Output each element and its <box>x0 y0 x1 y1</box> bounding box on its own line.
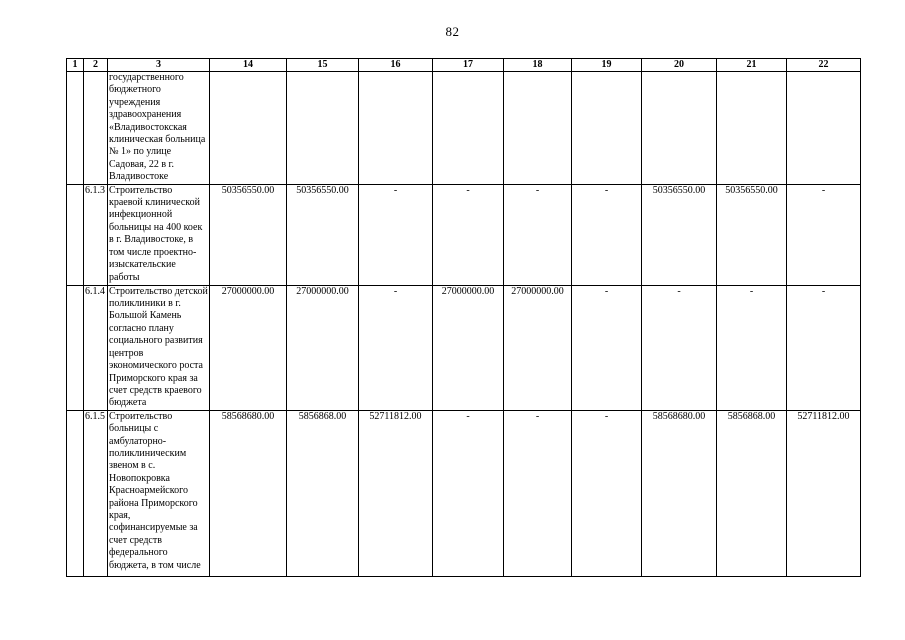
value-cell <box>433 72 504 185</box>
table-row <box>67 285 861 410</box>
row-description-cell: Строительство больницы с амбулаторно-поликлиническим звеном в с. Новопокровка Красноармейского района Приморского края, софинансируемые за счет средств федерального бюджета, в том числе <box>108 410 210 576</box>
value-cell: - <box>787 184 861 285</box>
row-code-cell <box>84 72 108 185</box>
value-cell: - <box>359 184 433 285</box>
value-cell: 27000000.00 <box>433 285 504 410</box>
column-header: 3 <box>108 59 210 72</box>
value-cell: 52711812.00 <box>787 410 861 576</box>
value-cell: - <box>572 285 642 410</box>
value-cell: - <box>572 410 642 576</box>
column-header: 19 <box>572 59 642 72</box>
value-cell <box>787 72 861 185</box>
column-header: 17 <box>433 59 504 72</box>
value-cell: 50356550.00 <box>210 184 287 285</box>
value-cell: - <box>717 285 787 410</box>
row-code-cell: 6.1.3 <box>84 184 108 285</box>
column-header: 15 <box>287 59 359 72</box>
value-cell <box>359 72 433 185</box>
row-number-cell <box>67 285 84 410</box>
value-cell: 27000000.00 <box>210 285 287 410</box>
value-cell: 50356550.00 <box>287 184 359 285</box>
value-cell: 58568680.00 <box>210 410 287 576</box>
column-header: 14 <box>210 59 287 72</box>
value-cell <box>287 72 359 185</box>
value-cell: 50356550.00 <box>642 184 717 285</box>
value-cell: 5856868.00 <box>287 410 359 576</box>
value-cell <box>642 72 717 185</box>
table-row <box>67 410 861 576</box>
table-row <box>67 72 861 185</box>
value-cell: - <box>359 285 433 410</box>
row-description-cell: Строительство детской поликлиники в г. Большой Камень согласно плану социального развития центров экономического роста Приморского края за счет средств краевого бюджета <box>109 285 208 409</box>
column-header: 1 <box>67 59 84 72</box>
table-header-row <box>67 59 861 72</box>
row-code-cell: 6.1.5 <box>84 410 108 576</box>
value-cell <box>210 72 287 185</box>
value-cell <box>717 72 787 185</box>
row-description-cell: Строительство краевой клинической инфекционной больницы на 400 коек в г. Владивостоке, в том числе проектно-изыскательские работы <box>108 184 210 285</box>
value-cell <box>504 72 572 185</box>
column-header: 22 <box>787 59 861 72</box>
value-cell: 5856868.00 <box>717 410 787 576</box>
value-cell: 27000000.00 <box>287 285 359 410</box>
value-cell: 52711812.00 <box>359 410 433 576</box>
value-cell: 27000000.00 <box>504 285 572 410</box>
column-header: 18 <box>504 59 572 72</box>
value-cell: - <box>642 285 717 410</box>
value-cell: - <box>504 410 572 576</box>
column-header: 2 <box>84 59 108 72</box>
column-header: 20 <box>642 59 717 72</box>
value-cell: - <box>433 184 504 285</box>
value-cell: - <box>787 285 861 410</box>
value-cell: - <box>572 184 642 285</box>
budget-table <box>66 58 861 577</box>
page-number: 82 <box>445 24 460 39</box>
value-cell <box>572 72 642 185</box>
value-cell: 50356550.00 <box>717 184 787 285</box>
row-description-cell: государственного бюджетного учреждения здравоохранения «Владивостокская клиническая больница № 1» по улице Садовая, 22 в г. Владивостоке <box>108 72 210 185</box>
value-cell: - <box>504 184 572 285</box>
row-number-cell <box>67 410 84 576</box>
row-code-cell: 6.1.4 <box>84 285 108 410</box>
column-header: 16 <box>359 59 433 72</box>
row-number-cell <box>67 72 84 185</box>
value-cell: 58568680.00 <box>642 410 717 576</box>
column-header: 21 <box>717 59 787 72</box>
table-row <box>67 184 861 285</box>
row-number-cell <box>67 184 84 285</box>
value-cell: - <box>433 410 504 576</box>
